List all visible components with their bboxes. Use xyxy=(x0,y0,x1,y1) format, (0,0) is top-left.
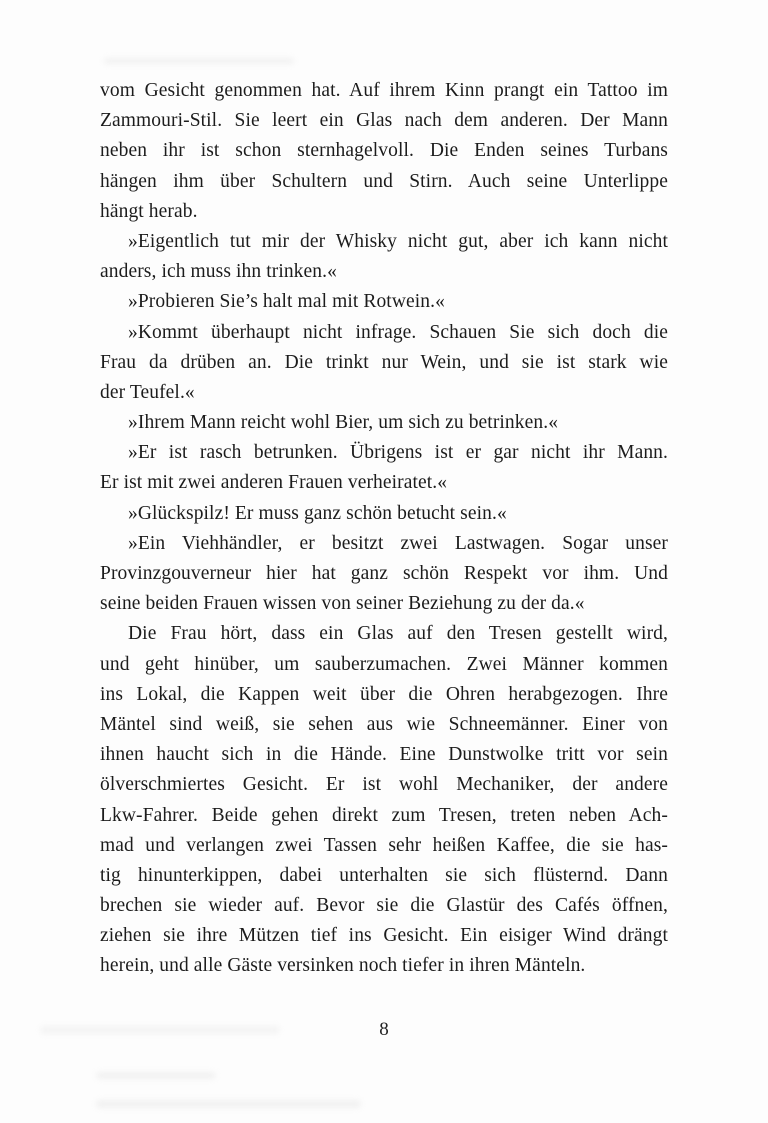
text-line: seine beiden Frauen wissen von seiner Beziehung zu der da.« xyxy=(100,593,585,615)
text-line: »Er ist rasch betrunken. Übrigens ist er gar nicht ihr Mann. xyxy=(128,442,668,464)
text-line: »Eigentlich tut mir der Whisky nicht gut, aber ich kann nicht xyxy=(128,230,668,252)
text-line: und geht hinüber, um sauberzumachen. Zwei Männer kommen xyxy=(100,653,668,675)
text-line: hängt herab. xyxy=(100,200,198,222)
text-line: neben ihr ist schon sternhagelvoll. Die Enden seines Turbans xyxy=(100,140,668,162)
scan-artifact xyxy=(96,1072,216,1079)
text-line: Provinzgouverneur hier hat ganz schön Respekt vor ihm. Und xyxy=(100,563,668,584)
page-number: 8 xyxy=(379,1019,389,1040)
text-line: tig hinunterkippen, dabei unterhalten sie sich flüsternd. Dann xyxy=(100,864,668,886)
text-line: herein, und alle Gäste versinken noch tiefer in ihren Mänteln. xyxy=(100,955,586,977)
text-line: ihnen haucht sich in die Hände. Eine Dunstwolke tritt vor sein xyxy=(100,744,668,766)
text-line: Mäntel sind weiß, sie sehen aus wie Schneemänner. Einer von xyxy=(100,713,668,735)
text-line: Frau da drüben an. Die trinkt nur Wein, und sie ist stark wie xyxy=(100,351,668,373)
text-line: vom Gesicht genommen hat. Auf ihrem Kinn prangt ein Tattoo im xyxy=(100,80,668,101)
text-line: der Teufel.« xyxy=(100,381,195,403)
text-line: ölverschmiertes Gesicht. Er ist wohl Mechaniker, der andere xyxy=(100,774,668,796)
text-line: mad und verlangen zwei Tassen sehr heißen Kaffee, die sie has- xyxy=(100,834,668,856)
text-line: ins Lokal, die Kappen weit über die Ohren herabgezogen. Ihre xyxy=(100,683,668,705)
scan-artifact xyxy=(104,58,294,64)
text-line: »Kommt überhaupt nicht infrage. Schauen Sie sich doch die xyxy=(128,321,668,343)
text-line: Zammouri-Stil. Sie leert ein Glas nach dem anderen. Der Mann xyxy=(100,110,668,132)
text-line: anders, ich muss ihn trinken.« xyxy=(100,261,337,283)
text-line: Er ist mit zwei anderen Frauen verheiratet.« xyxy=(100,472,448,494)
text-line: »Glückspilz! Er muss ganz schön betucht sein.« xyxy=(128,502,507,524)
text-line: hängen ihm über Schultern und Stirn. Auch seine Unterlippe xyxy=(100,170,668,192)
text-line: Lkw-Fahrer. Beide gehen direkt zum Tresen, treten neben Ach- xyxy=(100,804,668,826)
text-line: brechen sie wieder auf. Bevor sie die Glastür des Cafés öffnen, xyxy=(100,895,668,917)
text-line: Die Frau hört, dass ein Glas auf den Tresen gestellt wird, xyxy=(128,623,668,645)
text-line: »Ihrem Mann reicht wohl Bier, um sich zu betrinken.« xyxy=(128,412,559,434)
text-line: »Ein Viehhändler, er besitzt zwei Lastwagen. Sogar unser xyxy=(128,532,668,554)
text-line: ziehen sie ihre Mützen tief ins Gesicht. Ein eisiger Wind drängt xyxy=(100,925,668,947)
body-text xyxy=(100,76,668,982)
scan-artifact xyxy=(96,1100,361,1108)
text-line: »Probieren Sie’s halt mal mit Rotwein.« xyxy=(128,291,445,313)
